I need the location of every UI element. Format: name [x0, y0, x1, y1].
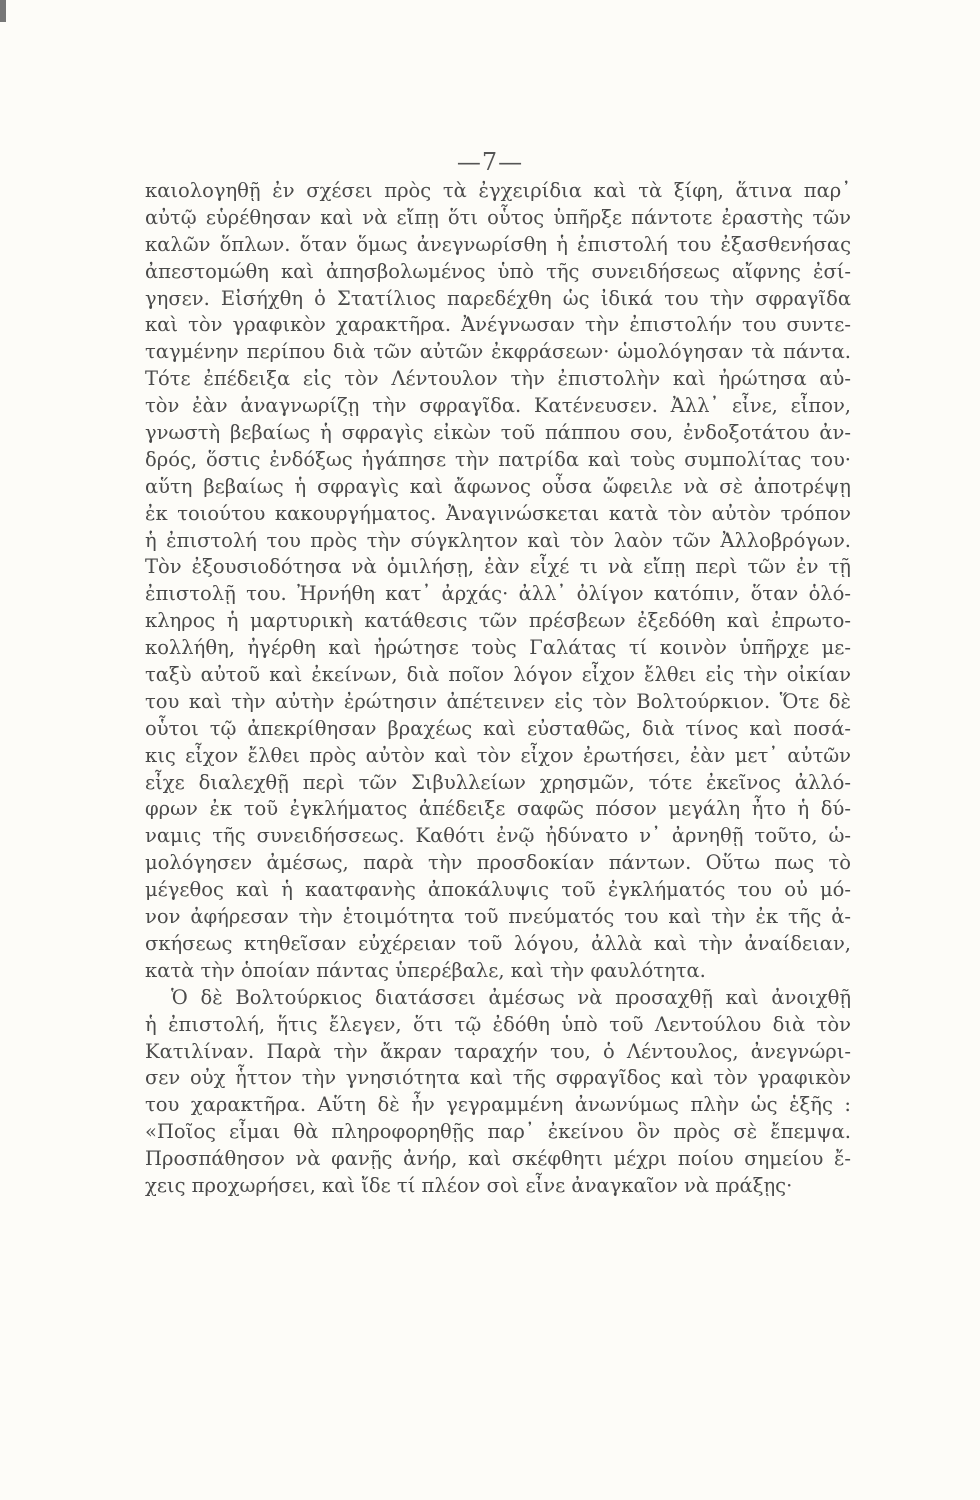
text-line: ἡ ἐπιστολή, ἥτις ἔλεγεν, ὅτι τῷ ἐδόθη ὑπὸ τοῦ Λεντούλου διὰ τὸν: [145, 1012, 851, 1036]
text-line: ἐπιστολῇ του. Ἠρνήθη κατ᾽ ἀρχάς· ἀλλ᾽ ὀλίγον κατόπιν, ὅταν ὁλό-: [145, 582, 851, 606]
text-line: του χαρακτῆρα. Αὕτη δὲ ἦν γεγραμμένη ἀνωνύμως πλὴν ὡς ἑξῆς :: [145, 1093, 851, 1117]
text-line: εἶχε διαλεχθῇ περὶ τῶν Σιβυλλείων χρησμῶν, τότε ἐκεῖνος ἀλλό-: [145, 770, 851, 794]
text-line: οὗτοι τῷ ἀπεκρίθησαν βραχέως καὶ εὐσταθῶς, διὰ τίνος καὶ ποσά-: [145, 716, 851, 740]
text-line: κατὰ τὴν ὁποίαν πάντας ὑπερέβαλε, καὶ τὴν φαυλότητα.: [145, 958, 706, 982]
text-line: γησεν. Εἰσήχθη ὁ Στατίλιος παρεδέχθη ὡς ἰδικά του τὴν σφραγῖδα: [145, 286, 851, 310]
text-line: καλῶν ὅπλων. ὅταν ὅμως ἀνεγνωρίσθη ἡ ἐπιστολή του ἐξασθενήσας: [145, 232, 851, 256]
text-line: ἡ ἐπιστολή του πρὸς τὴν σύγκλητον καὶ τὸν λαὸν τῶν Ἀλλοβρόγων.: [145, 528, 851, 552]
text-line: ταγμένην περίπου διὰ τῶν αὐτῶν ἐκφράσεων· ὡμολόγησαν τὰ πάντα.: [145, 340, 851, 364]
text-line: δρός, ὅστις ἐνδόξως ἠγάπησε τὴν πατρίδα καὶ τοὺς συμπολίτας του·: [145, 447, 851, 471]
text-line: χεις προχωρήσει, καὶ ἴδε τί πλέον σοὶ εἶνε ἀναγκαῖον νὰ πράξῃς·: [145, 1173, 793, 1197]
text-line: αὕτη βεβαίως ἡ σφραγὶς καὶ ἄφωνος οὖσα ὤφειλε νὰ σὲ ἀποτρέψῃ: [145, 474, 851, 498]
text-line: του καὶ τὴν αὐτὴν ἐρώτησιν ἀπέτεινεν εἰς τὸν Βολτούρκιον. Ὅτε δὲ: [145, 689, 851, 713]
text-line: Ὁ δὲ Βολτούρκιος διατάσσει ἀμέσως νὰ προσαχθῇ καὶ ἀνοιχθῇ: [171, 985, 851, 1009]
text-line: σκήσεως κτηθεῖσαν εὐχέρειαν τοῦ λόγου, ἀλλὰ καὶ τὴν ἀναίδειαν,: [145, 931, 851, 955]
body-text: [145, 178, 851, 1200]
text-line: μέγεθος καὶ ἡ καατφανὴς ἀποκάλυψις τοῦ ἐγκλήματός του οὐ μό-: [145, 878, 851, 902]
text-line: κολλήθη, ἠγέρθη καὶ ἠρώτησε τοὺς Γαλάτας τί κοινὸν ὑπῆρχε με-: [145, 636, 851, 660]
text-line: νον ἀφήρεσαν τὴν ἑτοιμότητα τοῦ πνεύματός του καὶ τὴν ἐκ τῆς ἀ-: [145, 905, 851, 929]
text-line: αὐτῷ εὑρέθησαν καὶ νὰ εἴπῃ ὅτι οὗτος ὑπῆρξε πάντοτε ἐραστὴς τῶν: [145, 205, 851, 229]
text-line: μολόγησεν ἀμέσως, παρὰ τὴν προσδοκίαν πάντων. Οὕτω πως τὸ: [145, 851, 851, 875]
text-line: Κατιλίναν. Παρὰ τὴν ἄκραν ταραχήν του, ὁ Λέντουλος, ἀνεγνώρι-: [145, 1039, 851, 1063]
text-line: γνωστὴ βεβαίως ἡ σφραγὶς εἰκὼν τοῦ πάππου σου, ἐνδοξοτάτου ἀν-: [145, 421, 851, 445]
text-line: κληρος ἡ μαρτυρικὴ κατάθεσις τῶν πρέσβεων ἐξεδόθη καὶ ἐπρωτο-: [145, 609, 851, 633]
text-line: σεν οὐχ ἧττον τὴν γνησιότητα καὶ τῆς σφραγῖδος καὶ τὸν γραφικὸν: [145, 1066, 851, 1090]
text-line: «Ποῖος εἶμαι θὰ πληροφορηθῇς παρ᾽ ἐκείνου ὃν πρὸς σὲ ἔπεμψα.: [145, 1120, 851, 1144]
text-line: ἐκ τοιούτου κακουργήματος. Ἀναγινώσκεται κατὰ τὸν αὐτὸν τρόπον: [145, 501, 851, 525]
page-number: —7—: [456, 148, 524, 176]
text-line: Προσπάθησον νὰ φανῇς ἀνήρ, καὶ σκέφθητι μέχρι ποίου σημείου ἔ-: [145, 1147, 851, 1171]
text-line: καὶ τὸν γραφικὸν χαρακτῆρα. Ἀνέγνωσαν τὴν ἐπιστολήν του συντε-: [145, 313, 851, 337]
text-line: καιολογηθῇ ἐν σχέσει πρὸς τὰ ἐγχειρίδια καὶ τὰ ξίφη, ἅτινα παρ᾽: [145, 179, 851, 202]
text-line: φρων ἐκ τοῦ ἐγκλήματος ἀπέδειξε σαφῶς πόσον μεγάλη ἦτο ἡ δύ-: [145, 797, 851, 821]
text-line: ταξὺ αὐτοῦ καὶ ἐκείνων, διὰ ποῖον λόγον εἶχον ἔλθει εἰς τὴν οἰκίαν: [145, 663, 851, 687]
text-line: ναμις τῆς συνειδήσσεως. Καθότι ἐνῷ ἠδύνατο ν᾽ ἀρνηθῇ τοῦτο, ὡ-: [145, 824, 851, 848]
text-line: ἀπεστομώθη καὶ ἀπησβολωμένος ὑπὸ τῆς συνειδήσεως αἴφνης ἐσί-: [145, 259, 851, 283]
text-line: κις εἶχον ἔλθει πρὸς αὐτὸν καὶ τὸν εἶχον ἐρωτήσει, ἐὰν μετ᾽ αὐτῶν: [145, 743, 851, 767]
text-line: τὸν ἐὰν ἀναγνωρίζῃ τὴν σφραγῖδα. Κατένευσεν. Ἀλλ᾽ εἶνε, εἶπον,: [145, 394, 851, 418]
text-line: Τότε ἐπέδειξα εἰς τὸν Λέντουλον τὴν ἐπιστολὴν καὶ ἠρώτησα αὐ-: [145, 367, 851, 391]
text-line: Τὸν ἐξουσιοδότησα νὰ ὁμιλήσῃ, ἐὰν εἶχέ τι νὰ εἴπῃ περὶ τῶν ἐν τῇ: [145, 555, 851, 579]
page-edge-mark: [0, 0, 6, 22]
